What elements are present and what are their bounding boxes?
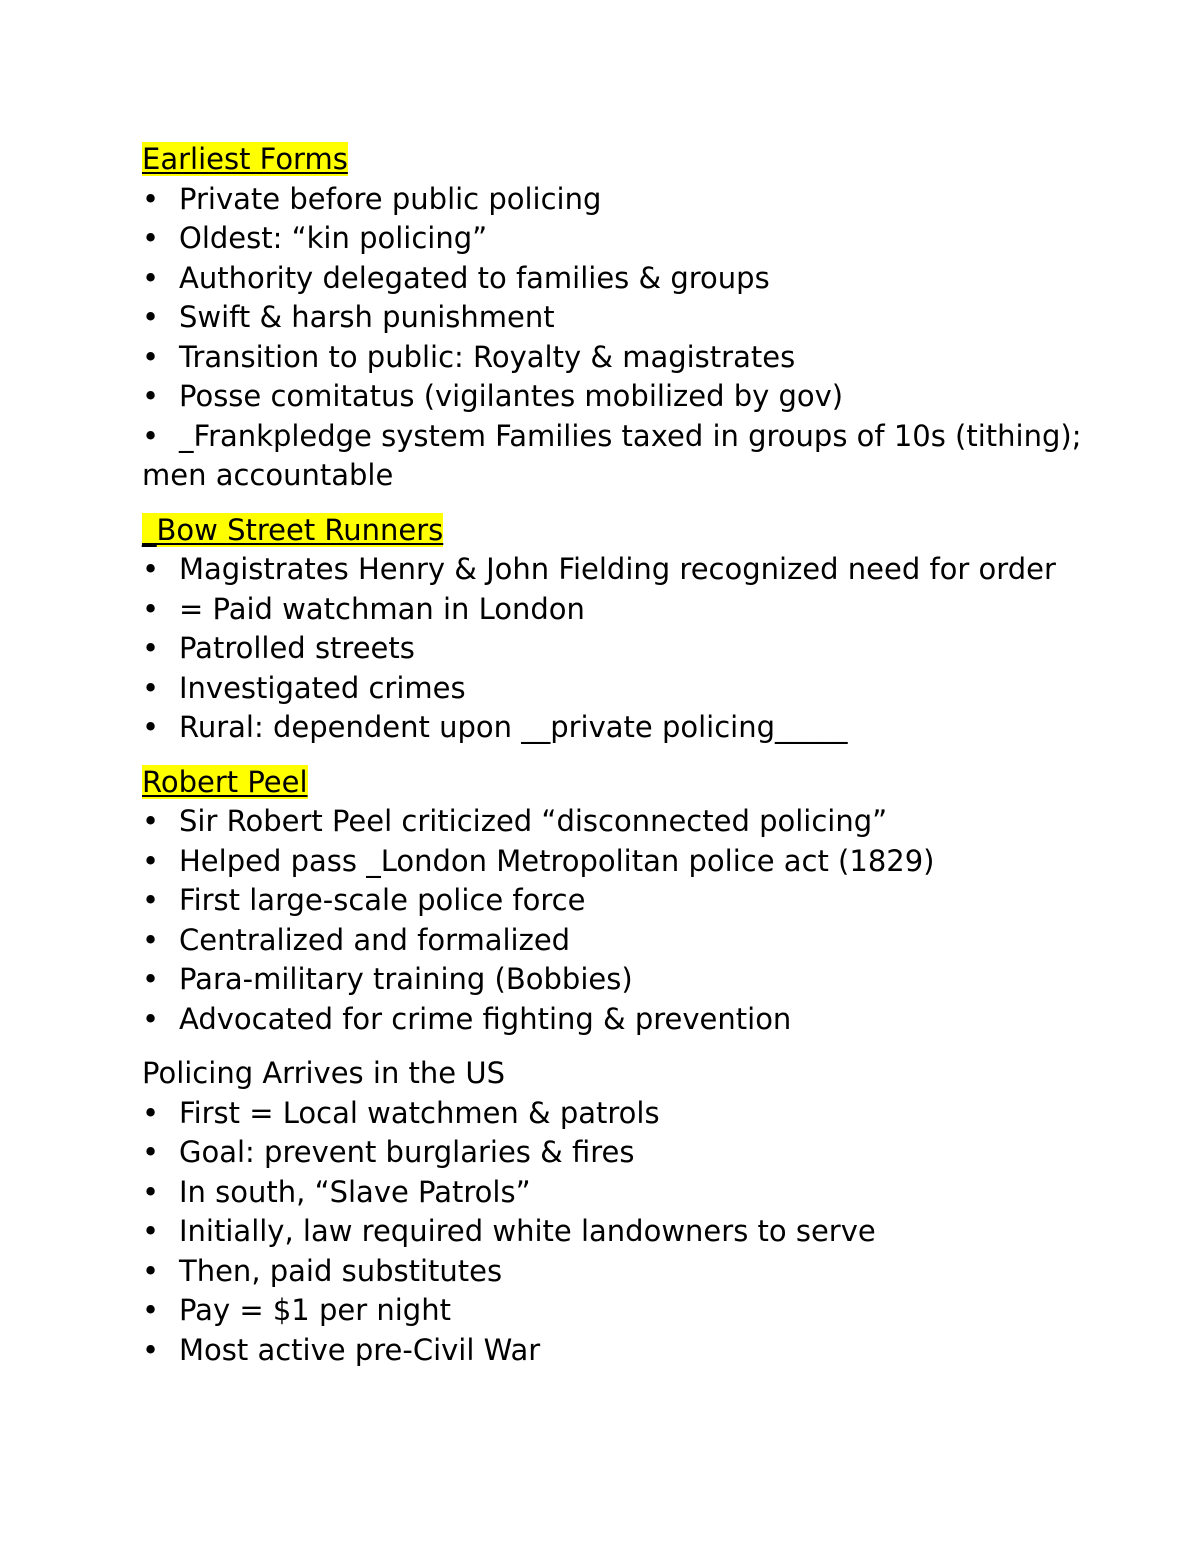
bullet-icon: •	[142, 1253, 160, 1288]
list-item-text: Private before public policing	[179, 181, 602, 216]
section-heading	[142, 1054, 1102, 1094]
heading-text: Policing Arrives in the US	[142, 1056, 505, 1090]
bullet-icon: •	[142, 418, 160, 453]
list-item-text: Helped pass _London Metropolitan police act (1829)	[179, 843, 935, 878]
bullet-icon: •	[142, 1095, 160, 1130]
list-item	[142, 881, 1102, 921]
section-earliest-forms	[142, 140, 1102, 496]
list-item	[142, 629, 1102, 669]
list-item	[142, 1094, 1102, 1134]
section-heading	[142, 511, 1102, 551]
bullet-list	[142, 550, 1102, 748]
list-item-text: Magistrates Henry & John Fielding recognized need for order	[179, 552, 1056, 586]
bullet-icon: •	[142, 631, 160, 665]
list-item	[142, 219, 1102, 259]
list-item-text: Swift & harsh punishment	[179, 300, 555, 334]
bullet-icon: •	[142, 591, 160, 626]
bullet-icon: •	[142, 300, 160, 334]
list-item-text: Patrolled streets	[179, 631, 415, 665]
bullet-icon: •	[142, 883, 160, 917]
bullet-icon: •	[142, 1001, 160, 1036]
list-item-text: Rural: dependent upon __private policing_____	[179, 710, 848, 744]
list-item	[142, 590, 1102, 630]
list-item	[142, 1212, 1102, 1252]
bullet-icon: •	[142, 710, 160, 744]
bullet-icon: •	[142, 1293, 160, 1327]
section-policing-us	[142, 1054, 1102, 1370]
list-item-text: Investigated crimes	[179, 670, 466, 705]
bullet-icon: •	[142, 221, 160, 255]
bullet-list	[142, 180, 1102, 496]
list-item	[142, 1173, 1102, 1213]
bullet-icon: •	[142, 552, 160, 586]
list-item-text: Oldest: “kin policing”	[179, 221, 488, 255]
list-item	[142, 377, 1102, 417]
list-item	[142, 1252, 1102, 1292]
list-item-text: Authority delegated to families & groups	[179, 260, 770, 295]
list-item	[142, 1291, 1102, 1331]
list-item	[142, 1000, 1102, 1040]
list-item-text: Posse comitatus (vigilantes mobilized by gov)	[179, 379, 844, 413]
list-item	[142, 298, 1102, 338]
list-item-text: Centralized and formalized	[179, 922, 571, 957]
list-item-text: Initially, law required white landowners to serve	[179, 1214, 876, 1248]
list-item	[142, 550, 1102, 590]
list-item	[142, 708, 1102, 748]
list-item	[142, 669, 1102, 709]
list-item-text: Advocated for crime fighting & prevention	[179, 1001, 792, 1036]
list-item-text: Transition to public: Royalty & magistrates	[179, 339, 796, 374]
list-item-text: Goal: prevent burglaries & fires	[179, 1135, 635, 1169]
list-item-text: Para-military training (Bobbies)	[179, 962, 633, 996]
heading-text: Robert Peel	[142, 764, 308, 799]
list-item-text: _Frankpledge system Families taxed in groups of 10s (tithing); men accountable	[142, 418, 1082, 492]
list-item	[142, 842, 1102, 882]
bullet-icon: •	[142, 379, 160, 413]
bullet-icon: •	[142, 1135, 160, 1169]
list-item-text: = Paid watchman in London	[179, 591, 585, 626]
list-item	[142, 1133, 1102, 1173]
list-item-text: Pay = $1 per night	[179, 1293, 451, 1327]
list-item-text: In south, “Slave Patrols”	[179, 1174, 531, 1209]
bullet-icon: •	[142, 670, 160, 705]
list-item	[142, 1331, 1102, 1371]
list-item	[142, 259, 1102, 299]
section-heading	[142, 140, 1102, 180]
list-item	[142, 960, 1102, 1000]
list-item	[142, 921, 1102, 961]
section-heading	[142, 763, 1102, 803]
section-bow-street-runners	[142, 511, 1102, 748]
list-item-text: Sir Robert Peel criticized “disconnected policing”	[179, 804, 888, 838]
bullet-list	[142, 1094, 1102, 1371]
list-item	[142, 338, 1102, 378]
bullet-icon: •	[142, 1174, 160, 1209]
section-robert-peel	[142, 763, 1102, 1040]
list-item-text: First large-scale police force	[179, 883, 586, 917]
bullet-icon: •	[142, 804, 160, 838]
bullet-icon: •	[142, 260, 160, 295]
bullet-icon: •	[142, 843, 160, 878]
list-item	[142, 417, 1102, 496]
bullet-icon: •	[142, 922, 160, 957]
bullet-icon: •	[142, 181, 160, 216]
document-page	[142, 140, 1102, 1385]
list-item	[142, 802, 1102, 842]
list-item-text: Then, paid substitutes	[179, 1253, 503, 1288]
bullet-icon: •	[142, 1332, 160, 1367]
list-item-text: First = Local watchmen & patrols	[179, 1095, 660, 1130]
list-item-text: Most active pre-Civil War	[179, 1332, 541, 1367]
heading-text: _Bow Street Runners	[142, 512, 444, 547]
bullet-icon: •	[142, 962, 160, 996]
bullet-list	[142, 802, 1102, 1039]
bullet-icon: •	[142, 339, 160, 374]
list-item	[142, 180, 1102, 220]
heading-text: Earliest Forms	[142, 142, 348, 176]
bullet-icon: •	[142, 1214, 160, 1248]
